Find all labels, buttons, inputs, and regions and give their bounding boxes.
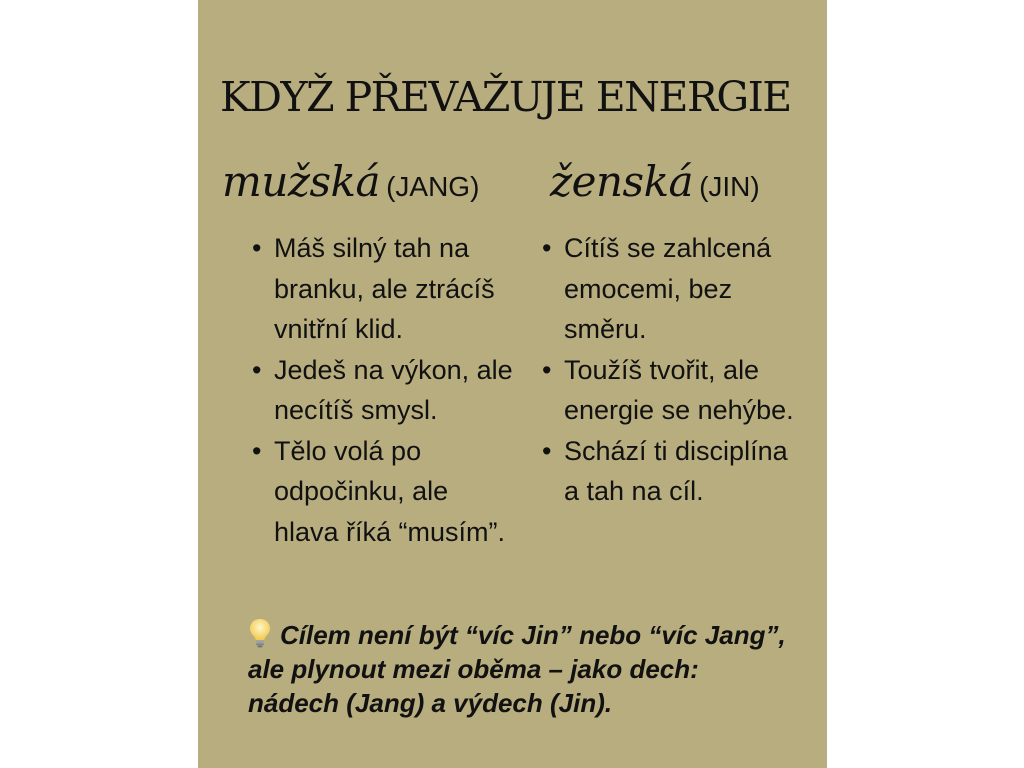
list-item-text: Cítíš se zahlcená emocemi, bez směru. (564, 233, 772, 344)
list-item (540, 350, 805, 431)
summary-note-text: Cílem není být “víc Jin” nebo “víc Jang”, ale plynout mezi oběma – jako dech: nádech (Jang) a výdech (Jin). (248, 620, 786, 718)
heading-masculine-tag: (JANG) (386, 171, 480, 202)
light-bulb-icon (248, 618, 272, 648)
list-item-text: Tělo volá po odpočinku, ale hlava říká “musím”. (274, 435, 506, 547)
energy-card (198, 0, 827, 768)
bullet-icon: • (252, 435, 262, 466)
list-item (540, 431, 805, 512)
bullet-icon: • (252, 354, 262, 385)
bullet-icon: • (542, 233, 552, 263)
bullet-icon: • (252, 233, 262, 263)
list-item (250, 228, 520, 350)
bullet-icon: • (542, 435, 552, 466)
bullet-icon: • (542, 354, 552, 385)
list-item-text: Jedeš na výkon, ale necítíš smysl. (274, 354, 513, 425)
list-item-text: Toužíš tvořit, ale energie se nehýbe. (564, 354, 794, 425)
heading-feminine-tag: (JIN) (699, 171, 760, 202)
summary-note (248, 618, 788, 720)
feminine-list (540, 228, 805, 512)
list-item-text: Schází ti disciplína a tah na cíl. (564, 435, 788, 506)
list-item (250, 431, 520, 553)
list-item-text: Máš silný tah na branku, ale ztrácíš vnitřní klid. (274, 233, 495, 344)
list-item (540, 228, 805, 350)
heading-feminine (550, 157, 760, 217)
masculine-list (250, 228, 520, 552)
heading-masculine (222, 157, 479, 217)
heading-feminine-label: ženská (550, 157, 694, 206)
page-title: KDYŽ PŘEVAŽUJE ENERGIE (220, 73, 791, 121)
list-item (250, 350, 520, 431)
heading-masculine-label: mužská (222, 157, 381, 206)
